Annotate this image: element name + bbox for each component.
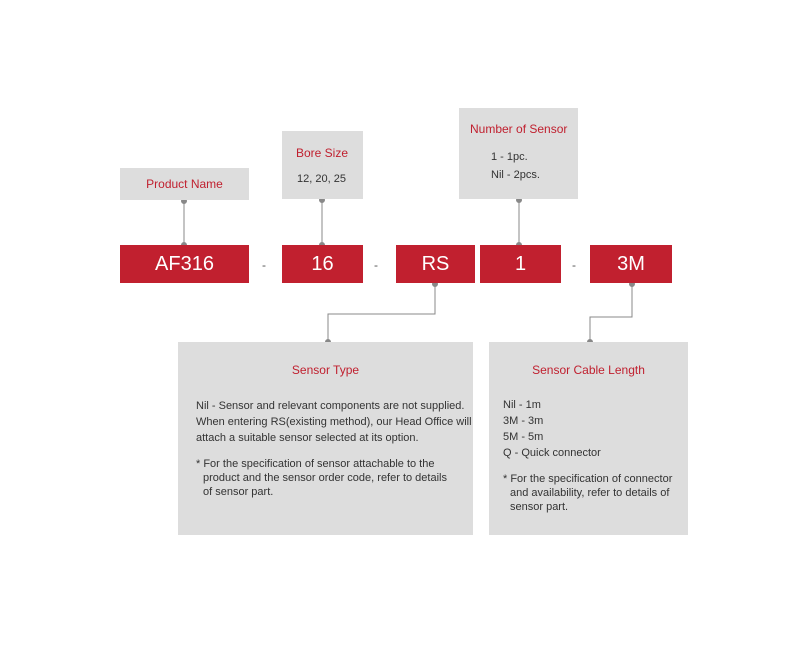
cable-option: Nil - 1m xyxy=(503,399,541,411)
note-line: sensor part. xyxy=(510,501,569,513)
sensor-type-title: Sensor Type xyxy=(291,363,360,377)
product-name-box xyxy=(120,168,249,200)
number-of-sensor-option: 1 - 1pc. xyxy=(491,151,528,163)
note-line: * For the specification of sensor attachable to the xyxy=(196,458,435,470)
product-name-title: Product Name xyxy=(146,177,223,191)
code-part-cable-length: 3M xyxy=(590,245,672,283)
sensor-cable-length-box xyxy=(489,342,688,535)
sensor-type-note xyxy=(196,457,447,499)
cable-option: 5M - 5m xyxy=(503,431,544,443)
note-line: and availability, refer to details of xyxy=(510,487,670,499)
code-part-model: AF316 xyxy=(120,245,249,283)
sensor-cable-length-note xyxy=(503,472,672,514)
number-of-sensor-box xyxy=(459,108,578,199)
separator: - xyxy=(572,258,576,272)
sensor-type-line: Nil - Sensor and relevant components are not supplied. xyxy=(196,400,465,412)
separator: - xyxy=(374,258,378,272)
code-part-bore: 16 xyxy=(282,245,363,283)
separator: - xyxy=(262,258,266,272)
bore-size-box xyxy=(282,131,363,199)
code-part-sensor-type: RS xyxy=(396,245,475,283)
sensor-type-line: When entering RS(existing method), our Head Office will xyxy=(196,416,472,428)
sensor-type-description xyxy=(196,398,472,446)
sensor-type-box xyxy=(178,342,473,535)
number-of-sensor-option: Nil - 2pcs. xyxy=(491,169,540,181)
bore-size-title: Bore Size xyxy=(296,146,349,160)
cable-option: 3M - 3m xyxy=(503,415,544,427)
note-line: of sensor part. xyxy=(203,486,274,498)
note-line: * For the specification of connector xyxy=(503,473,673,485)
bore-size-values: 12, 20, 25 xyxy=(297,173,346,185)
number-of-sensor-title: Number of Sensor xyxy=(470,122,568,136)
sensor-cable-length-options xyxy=(503,397,601,461)
code-part-sensor-number: 1 xyxy=(480,245,561,283)
sensor-type-line: attach a suitable sensor selected at its option. xyxy=(196,432,419,444)
sensor-cable-length-title: Sensor Cable Length xyxy=(532,363,645,377)
note-line: product and the sensor order code, refer to details xyxy=(203,472,447,484)
cable-option: Q - Quick connector xyxy=(503,447,601,459)
